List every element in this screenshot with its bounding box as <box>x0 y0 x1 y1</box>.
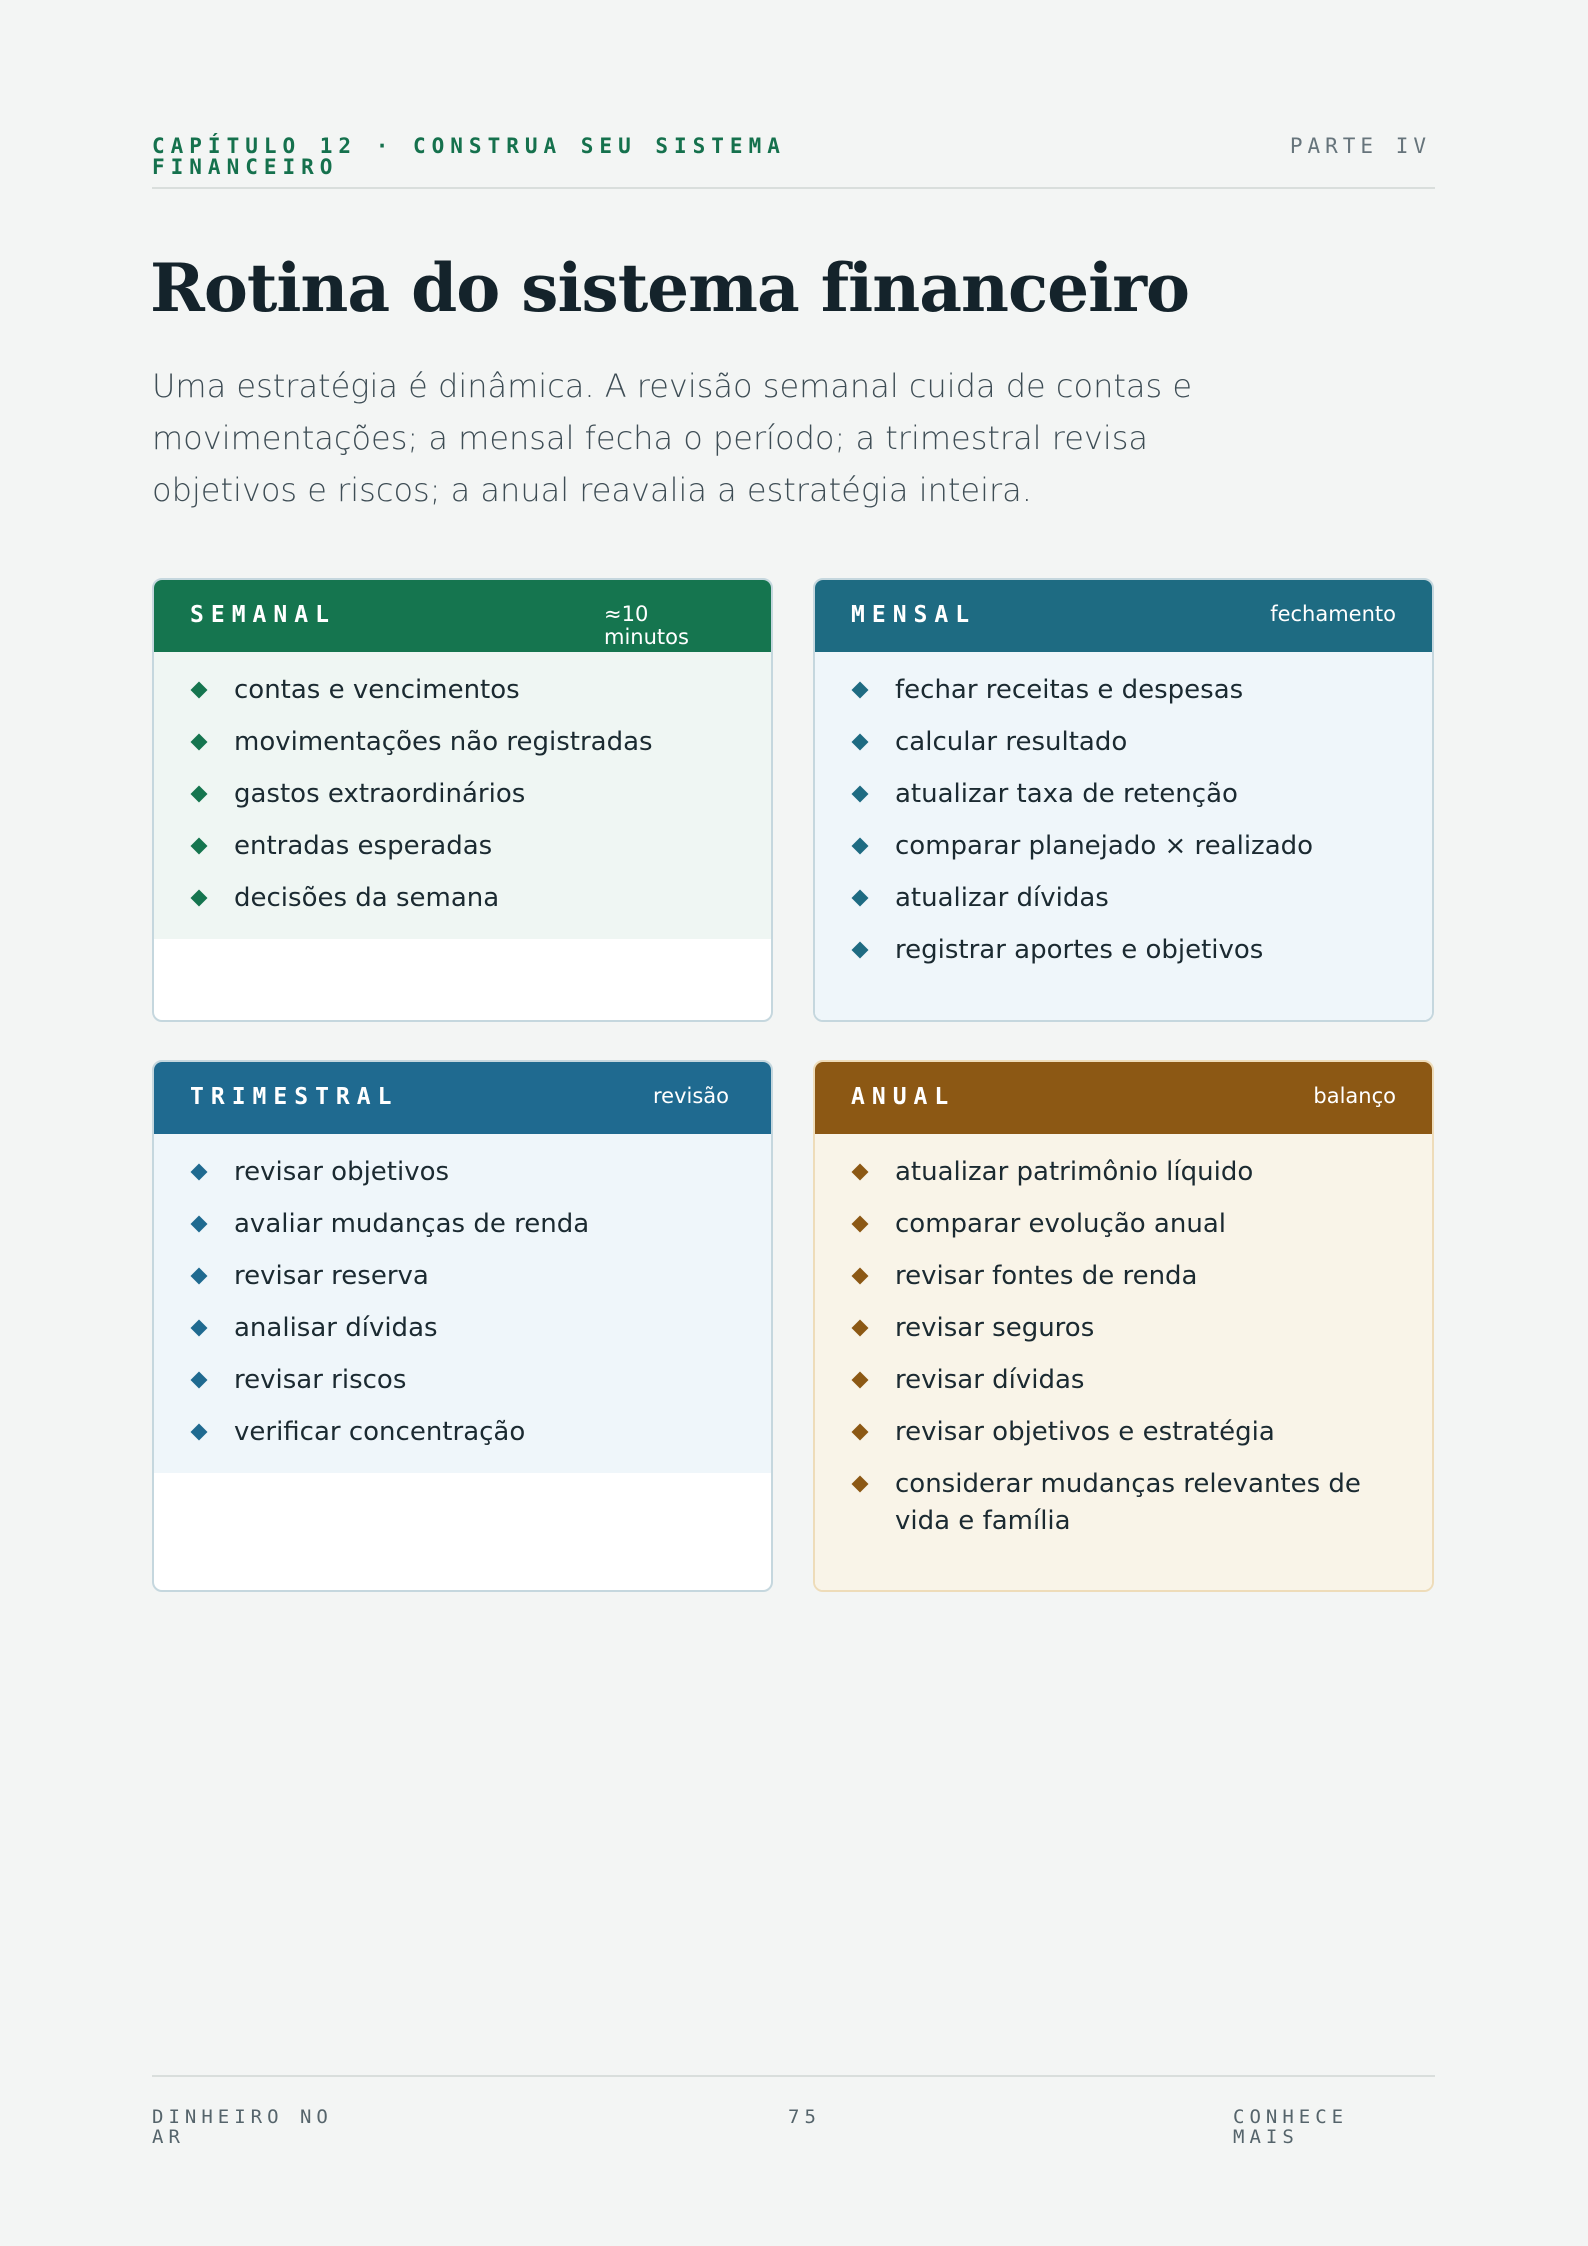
diamond-bullet-icon <box>191 838 208 855</box>
list-item: revisar objetivos e estratégia <box>851 1414 1396 1451</box>
diamond-bullet-icon <box>852 1476 869 1493</box>
card-header <box>815 1062 1432 1134</box>
card-tag: revisão <box>652 1084 729 1108</box>
list-item: decisões da semana <box>190 880 735 917</box>
card-title: ANUAL <box>851 1084 956 1110</box>
card-tag: fechamento <box>1270 602 1396 626</box>
diamond-bullet-icon <box>191 1268 208 1285</box>
diamond-bullet-icon <box>191 1216 208 1233</box>
card-header <box>154 1062 771 1134</box>
footer-section: CONHECE MAIS <box>1233 2106 1349 2148</box>
diamond-bullet-icon <box>191 1164 208 1181</box>
card-header <box>154 580 771 652</box>
card-body <box>154 1134 771 1473</box>
footer-book-title: DINHEIRO NO AR <box>152 2106 333 2148</box>
list-item: atualizar dívidas <box>851 880 1396 917</box>
diamond-bullet-icon <box>852 942 869 959</box>
page-title: Rotina do sistema financeiro <box>150 249 1189 327</box>
card-title: MENSAL <box>851 602 977 628</box>
page-footer <box>152 2075 1435 2148</box>
list-item: contas e vencimentos <box>190 672 735 709</box>
diamond-bullet-icon <box>852 682 869 699</box>
diamond-bullet-icon <box>852 1320 869 1337</box>
intro-paragraph: Uma estratégia é dinâmica. A revisão semanal cuida de contas e movimentações; a mensal fecha o período; a trimestral revisa objetivos e riscos; a anual reavalia a estratégia inteira. <box>152 367 1193 509</box>
list-item: comparar planejado × realizado <box>851 828 1396 865</box>
card-body <box>815 1134 1432 1592</box>
card-title: TRIMESTRAL <box>190 1084 399 1110</box>
diamond-bullet-icon <box>191 682 208 699</box>
card-tag: balanço <box>1313 1084 1396 1108</box>
list-item: revisar objetivos <box>190 1154 735 1191</box>
diamond-bullet-icon <box>191 1372 208 1389</box>
diamond-bullet-icon <box>191 1320 208 1337</box>
card-semanal <box>152 578 773 1022</box>
list-item: movimentações não registradas <box>190 724 735 761</box>
page-number: 75 <box>788 2106 821 2128</box>
diamond-bullet-icon <box>852 838 869 855</box>
part-label: PARTE IV <box>1289 134 1431 158</box>
card-anual <box>813 1060 1434 1592</box>
page-header <box>152 136 1435 189</box>
list-item: verificar concentração <box>190 1414 735 1451</box>
list-item: revisar seguros <box>851 1310 1396 1347</box>
card-body <box>154 652 771 939</box>
list-item: revisar riscos <box>190 1362 735 1399</box>
list-item: entradas esperadas <box>190 828 735 865</box>
list-item: fechar receitas e despesas <box>851 672 1396 709</box>
card-header <box>815 580 1432 652</box>
diamond-bullet-icon <box>852 890 869 907</box>
card-trimestral <box>152 1060 773 1592</box>
list-item: revisar dívidas <box>851 1362 1396 1399</box>
chapter-label: CAPÍTULO 12 · CONSTRUA SEU SISTEMA FINANCEIRO <box>152 134 786 179</box>
list-item: avaliar mudanças de renda <box>190 1206 735 1243</box>
list-item: calcular resultado <box>851 724 1396 761</box>
diamond-bullet-icon <box>191 1424 208 1441</box>
list-item: revisar reserva <box>190 1258 735 1295</box>
list-item: gastos extraordinários <box>190 776 735 813</box>
list-item: registrar aportes e objetivos <box>851 932 1396 969</box>
list-item: considerar mudanças relevantes de vida e família <box>851 1466 1396 1540</box>
diamond-bullet-icon <box>191 890 208 907</box>
diamond-bullet-icon <box>852 1268 869 1285</box>
card-body <box>815 652 1432 1022</box>
card-title: SEMANAL <box>190 602 336 628</box>
list-item: atualizar patrimônio líquido <box>851 1154 1396 1191</box>
list-item: atualizar taxa de retenção <box>851 776 1396 813</box>
diamond-bullet-icon <box>852 1372 869 1389</box>
list-item: analisar dívidas <box>190 1310 735 1347</box>
card-mensal <box>813 578 1434 1022</box>
diamond-bullet-icon <box>852 1216 869 1233</box>
list-item: revisar fontes de renda <box>851 1258 1396 1295</box>
diamond-bullet-icon <box>852 1164 869 1181</box>
card-tag: ≈10 minutos <box>604 602 689 649</box>
diamond-bullet-icon <box>191 734 208 751</box>
list-item: comparar evolução anual <box>851 1206 1396 1243</box>
diamond-bullet-icon <box>191 786 208 803</box>
diamond-bullet-icon <box>852 1424 869 1441</box>
diamond-bullet-icon <box>852 734 869 751</box>
diamond-bullet-icon <box>852 786 869 803</box>
